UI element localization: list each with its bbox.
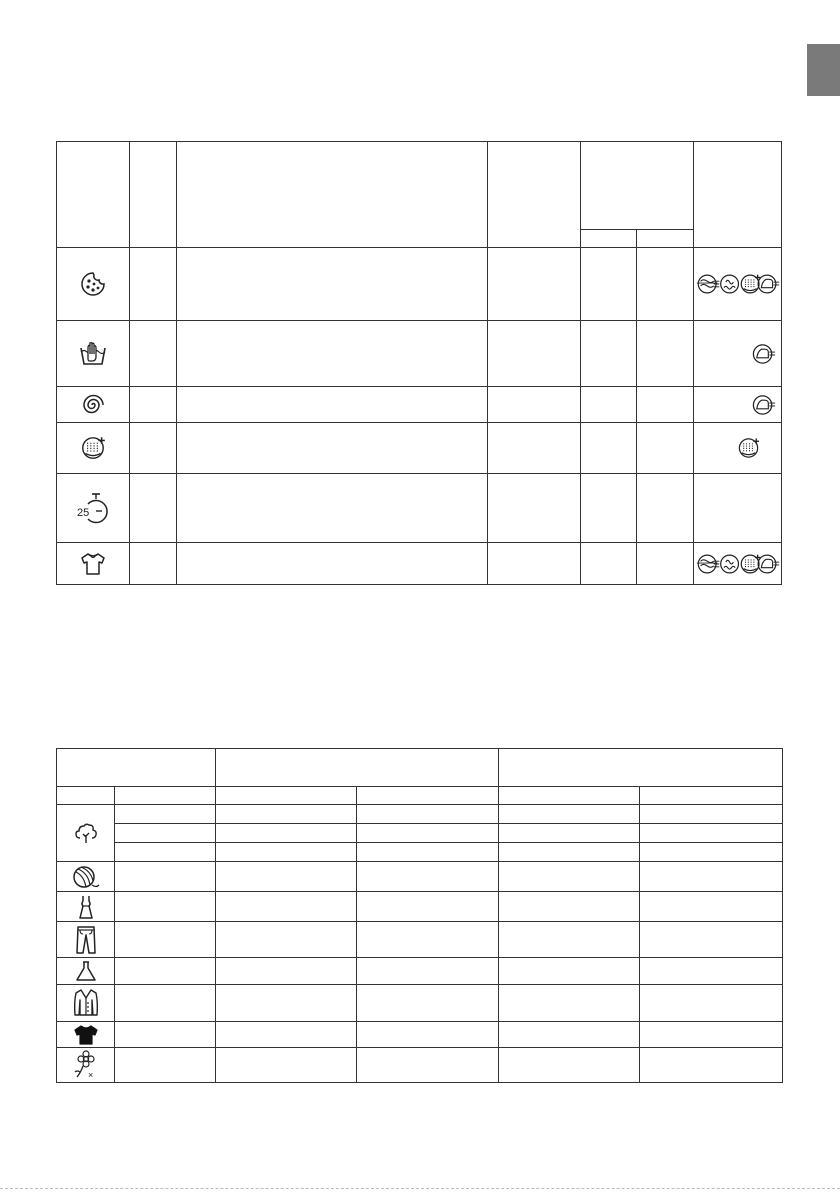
- table-cell: [640, 843, 783, 862]
- table-cell: [499, 985, 640, 1022]
- steam-icon: [713, 275, 738, 293]
- table-cell: [177, 248, 488, 321]
- table-row: [57, 387, 782, 423]
- fabric-icon-cell: [57, 1048, 115, 1083]
- table-cell: [115, 843, 216, 862]
- header-cell: [694, 142, 782, 248]
- table-row: [57, 922, 783, 958]
- table-cell: [130, 474, 177, 543]
- header-subcell: [581, 230, 637, 248]
- table-cell: [115, 985, 216, 1022]
- table-cell: [499, 824, 640, 843]
- header-subcell: [57, 787, 115, 805]
- table-cell: [177, 474, 488, 543]
- program-icon-cell: [57, 474, 130, 543]
- table-row: [57, 474, 782, 543]
- option-icons-cell: [694, 474, 782, 543]
- table-cell: [637, 321, 694, 387]
- shirt-icon: [79, 551, 107, 577]
- table-row: [57, 985, 783, 1022]
- table-cell: [488, 423, 581, 474]
- table-cell: [216, 922, 357, 958]
- header-subcell: [216, 787, 357, 805]
- table-cell: [581, 321, 637, 387]
- table-cell: [130, 543, 177, 585]
- fabric-table: [56, 748, 783, 1083]
- table-cell: [581, 423, 637, 474]
- program-icon-cell: [57, 423, 130, 474]
- header-subcell: [499, 787, 640, 805]
- option-icons-cell: [694, 248, 782, 321]
- table-cell: [357, 862, 499, 892]
- steam-icon: [713, 555, 738, 573]
- fabric-icon-cell: [57, 805, 115, 862]
- table-row: [57, 843, 783, 862]
- table-cell: [115, 824, 216, 843]
- table-cell: [130, 423, 177, 474]
- table-cell: [640, 862, 783, 892]
- cookie-icon: [80, 271, 106, 297]
- table-cell: [499, 862, 640, 892]
- header-subcell: [115, 787, 216, 805]
- table-cell: [499, 922, 640, 958]
- table-cell: [637, 543, 694, 585]
- table-cell: [216, 1022, 357, 1048]
- table-cell: [216, 958, 357, 985]
- table-cell: [177, 543, 488, 585]
- table-cell: [177, 321, 488, 387]
- table-row: [57, 824, 783, 843]
- table-cell: [581, 248, 637, 321]
- header-cell: [57, 749, 216, 787]
- extra-steam-icon: [79, 434, 107, 462]
- hand-wash-icon: [78, 340, 108, 368]
- table-cell: [130, 248, 177, 321]
- fabric-icon-cell: [57, 1022, 115, 1048]
- table-cell: [637, 423, 694, 474]
- table-cell: [130, 321, 177, 387]
- table-cell: [357, 922, 499, 958]
- option-icon-group: [695, 272, 781, 296]
- table-cell: [357, 958, 499, 985]
- fabric-icon-cell: [57, 892, 115, 922]
- page-tab-marker: [807, 44, 840, 96]
- program-icon-cell: [57, 387, 130, 423]
- header-cell: [499, 749, 783, 787]
- iron-icon: [758, 275, 779, 293]
- option-icons-cell: [694, 423, 782, 474]
- table-row: [57, 248, 782, 321]
- table-cell: [581, 387, 637, 423]
- flower-icon: [71, 1050, 101, 1080]
- table-cell: [115, 892, 216, 922]
- table-row: [57, 892, 783, 922]
- table-cell: [216, 843, 357, 862]
- iron-icon: [751, 393, 777, 417]
- table-cell: [216, 892, 357, 922]
- page-bottom-edge: [0, 1188, 840, 1189]
- fabric-table-subheader: [57, 787, 783, 805]
- extra-steam-icon: [737, 436, 761, 460]
- table-row: [57, 1048, 783, 1083]
- flask-icon: [75, 960, 97, 982]
- program-table: [56, 141, 782, 585]
- table-cell: [115, 958, 216, 985]
- jeans-icon: [75, 925, 97, 955]
- table-cell: [581, 474, 637, 543]
- table-cell: [216, 862, 357, 892]
- table-cell: [115, 1048, 216, 1083]
- dark-tshirt-icon: [73, 1024, 99, 1046]
- jacket-icon: [72, 988, 100, 1018]
- table-row: [57, 543, 782, 585]
- table-row: [57, 805, 783, 824]
- program-icon-cell: [57, 543, 130, 585]
- table-cell: [357, 985, 499, 1022]
- fabric-icon-cell: [57, 922, 115, 958]
- header-cell: [488, 142, 581, 248]
- iron-icon: [758, 555, 779, 573]
- table-cell: [581, 543, 637, 585]
- table-cell: [499, 805, 640, 824]
- table-cell: [357, 892, 499, 922]
- table-cell: [637, 248, 694, 321]
- table-cell: [640, 892, 783, 922]
- table-cell: [640, 824, 783, 843]
- header-cell: [216, 749, 499, 787]
- table-cell: [488, 321, 581, 387]
- table-cell: [216, 985, 357, 1022]
- table-row: [57, 1022, 783, 1048]
- header-cell: [130, 142, 177, 248]
- table-cell: [115, 805, 216, 824]
- fabric-icon-cell: [57, 862, 115, 892]
- table-row: [57, 423, 782, 474]
- table-cell: [637, 387, 694, 423]
- table-cell: [357, 843, 499, 862]
- iron-icon: [751, 342, 777, 366]
- header-cell: [177, 142, 488, 248]
- wool-yarn-icon: [72, 864, 100, 890]
- fabric-icon-cell: [57, 958, 115, 985]
- table-cell: [488, 543, 581, 585]
- table-cell: [499, 1048, 640, 1083]
- table-cell: [488, 248, 581, 321]
- table-cell: [216, 1048, 357, 1083]
- header-subcell: [637, 230, 694, 248]
- table-cell: [499, 958, 640, 985]
- table-cell: [357, 1048, 499, 1083]
- table-row: [57, 321, 782, 387]
- cotton-tree-icon: [74, 821, 98, 845]
- program-icon-cell: [57, 321, 130, 387]
- table-cell: [115, 1022, 216, 1048]
- program-icon-cell: [57, 248, 130, 321]
- fabric-icon-cell: [57, 985, 115, 1022]
- flower-mark: ×: [87, 1070, 93, 1080]
- table-cell: [115, 922, 216, 958]
- timer-25-icon: [76, 492, 110, 524]
- table-cell: [640, 1048, 783, 1083]
- table-cell: [499, 1022, 640, 1048]
- program-table-header: [57, 142, 782, 230]
- table-cell: [499, 892, 640, 922]
- header-cell: [581, 142, 694, 230]
- table-cell: [216, 805, 357, 824]
- dress-icon: [76, 894, 96, 920]
- header-subcell: [640, 787, 783, 805]
- option-icon-group: [695, 552, 781, 576]
- table-cell: [640, 805, 783, 824]
- table-cell: [177, 387, 488, 423]
- fabric-table-header: [57, 749, 783, 787]
- header-subcell: [357, 787, 499, 805]
- table-cell: [216, 824, 357, 843]
- table-cell: [640, 958, 783, 985]
- table-cell: [640, 1022, 783, 1048]
- table-row: [57, 862, 783, 892]
- table-cell: [115, 862, 216, 892]
- table-cell: [357, 805, 499, 824]
- header-cell: [57, 142, 130, 248]
- table-cell: [357, 1022, 499, 1048]
- option-icons-cell: [694, 387, 782, 423]
- table-cell: [488, 387, 581, 423]
- table-cell: [488, 474, 581, 543]
- table-row: [57, 958, 783, 985]
- table-cell: [177, 423, 488, 474]
- spiral-icon: [80, 392, 106, 418]
- table-cell: [637, 474, 694, 543]
- table-cell: [357, 824, 499, 843]
- option-icons-cell: [694, 543, 782, 585]
- timer-label: 25: [77, 507, 90, 519]
- table-cell: [640, 922, 783, 958]
- table-cell: [640, 985, 783, 1022]
- table-cell: [499, 843, 640, 862]
- option-icons-cell: [694, 321, 782, 387]
- table-cell: [130, 387, 177, 423]
